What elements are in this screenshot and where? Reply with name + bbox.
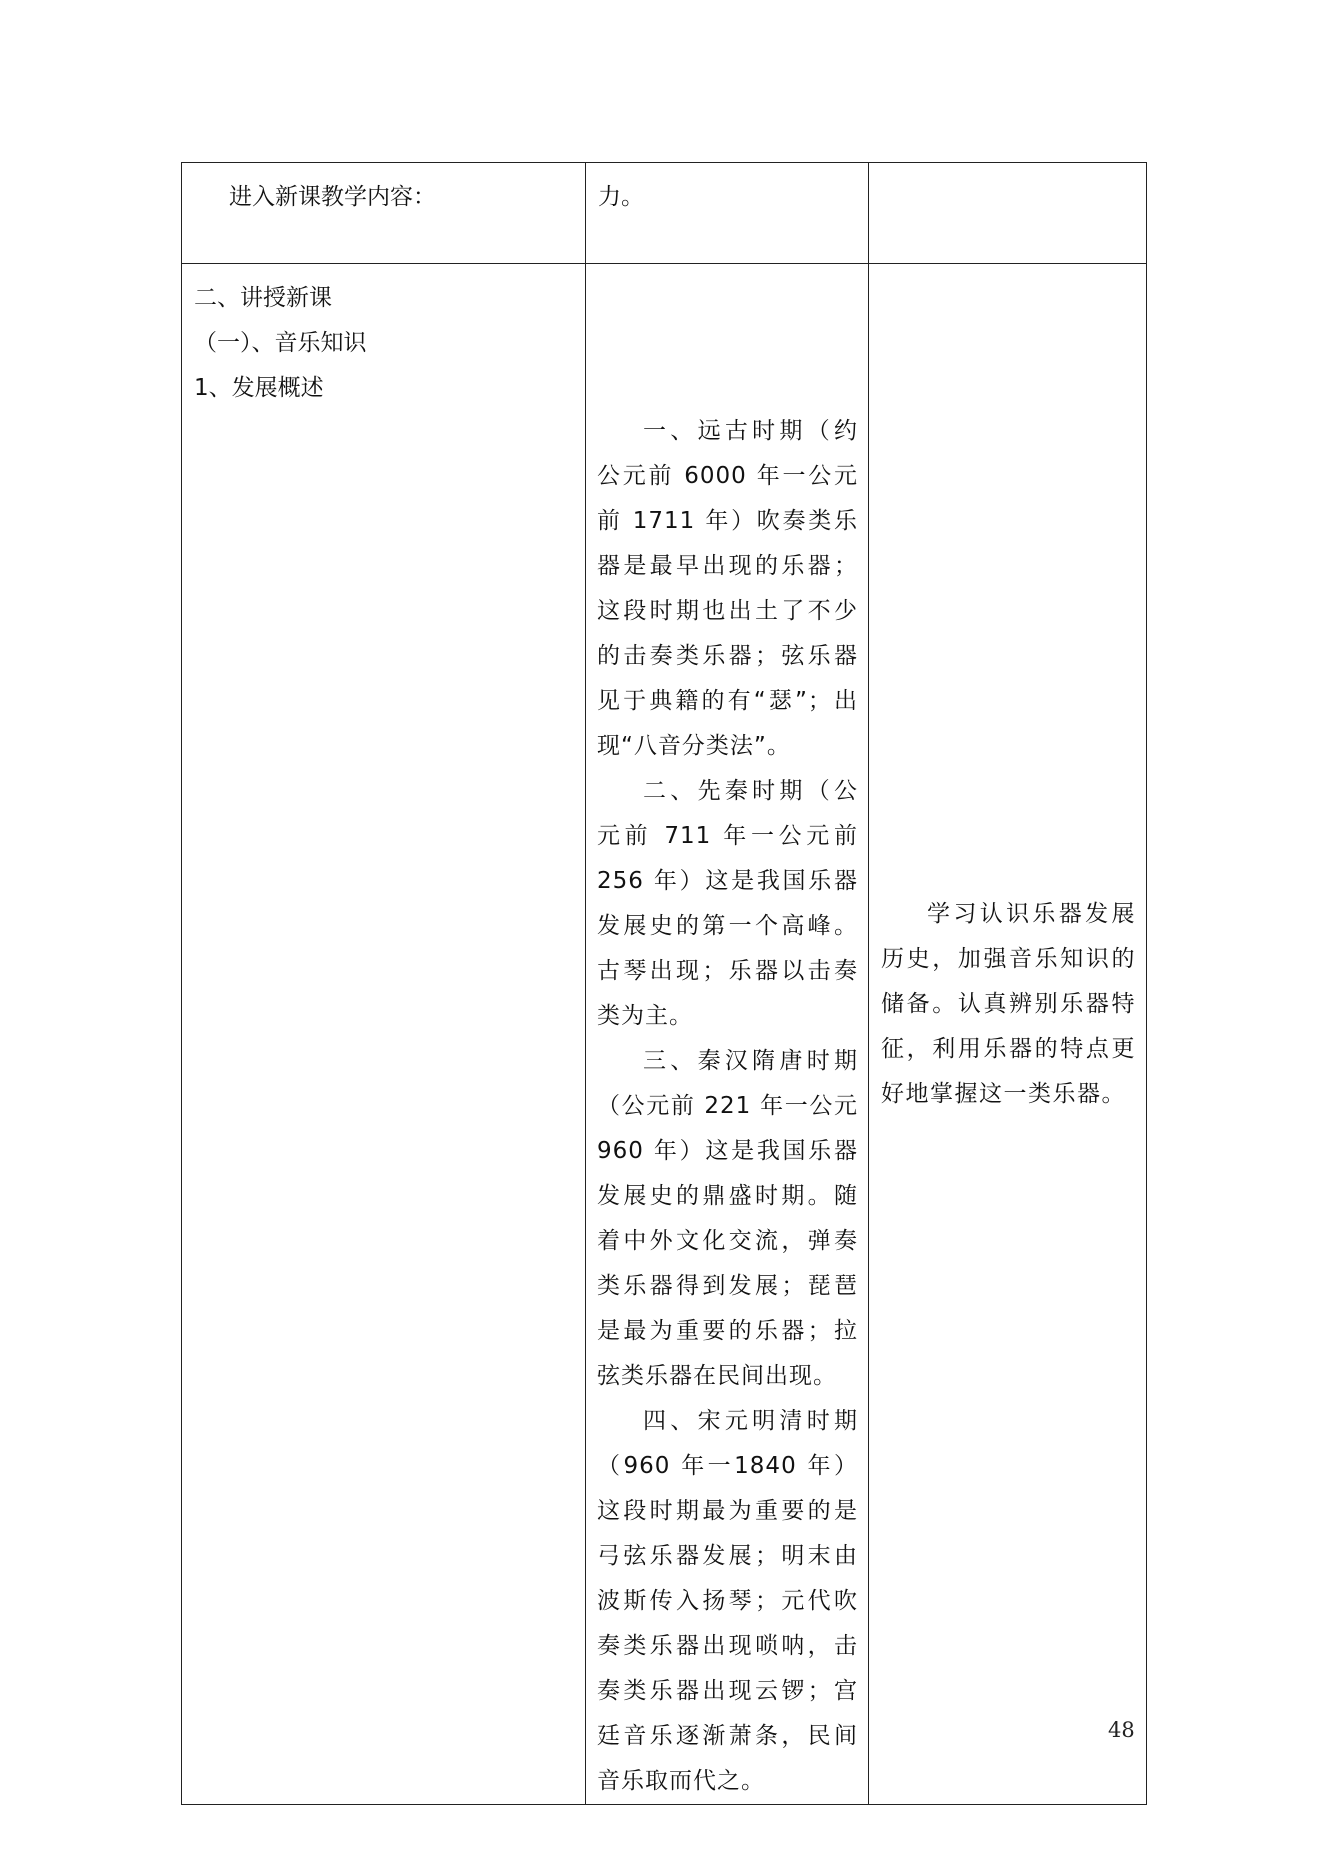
continuation-text: 力。	[598, 184, 644, 210]
page-number: 48	[1108, 1718, 1135, 1742]
item-heading: 1、发展概述	[194, 375, 324, 401]
history-paragraph-ancient: 一、远古时期（约公元前 6000 年一公元前 1711 年）吹奏类乐器是最早出现的乐器；这段时期也出土了不少的击奏类乐器；弦乐器见于典籍的有“瑟”；出现“八音分类法”。	[597, 418, 858, 759]
subsection-heading: （一）、音乐知识	[194, 330, 367, 356]
content-intro-text: 进入新课教学内容：	[229, 184, 436, 210]
history-paragraph-qin-han-sui-tang: 三、秦汉隋唐时期（公元前 221 年一公元 960 年）这是我国乐器发展史的鼎盛时期。随着中外文化交流，弹奏类乐器得到发展；琵琶是最为重要的乐器；拉弦类乐器在民间出现。	[597, 1048, 858, 1389]
continuation-cell	[586, 163, 869, 264]
empty-cell	[869, 163, 1147, 264]
table-row	[182, 264, 1147, 1805]
teaching-content-cell	[182, 264, 586, 1805]
content-intro-cell	[182, 163, 586, 264]
lesson-plan-table	[181, 162, 1147, 1805]
section-heading: 二、讲授新课	[194, 285, 332, 311]
history-cell	[586, 264, 869, 1805]
purpose-paragraph: 学习认识乐器发展历史，加强音乐知识的储备。认真辨别乐器特征，利用乐器的特点更好地掌握这一类乐器。	[881, 901, 1136, 1107]
history-paragraph-song-yuan-ming-qing: 四、宋元明清时期（960 年一1840 年）这段时期最为重要的是弓弦乐器发展；明末由波斯传入扬琴；元代吹奏类乐器出现唢呐，击奏类乐器出现云锣；宫廷音乐逐渐萧条，民间音乐取而代之。	[597, 1408, 858, 1794]
table-row	[182, 163, 1147, 264]
purpose-cell	[869, 264, 1147, 1805]
history-paragraph-preqin: 二、先秦时期（公元前 711 年一公元前 256 年）这是我国乐器发展史的第一个高峰。古琴出现；乐器以击奏类为主。	[597, 778, 858, 1029]
